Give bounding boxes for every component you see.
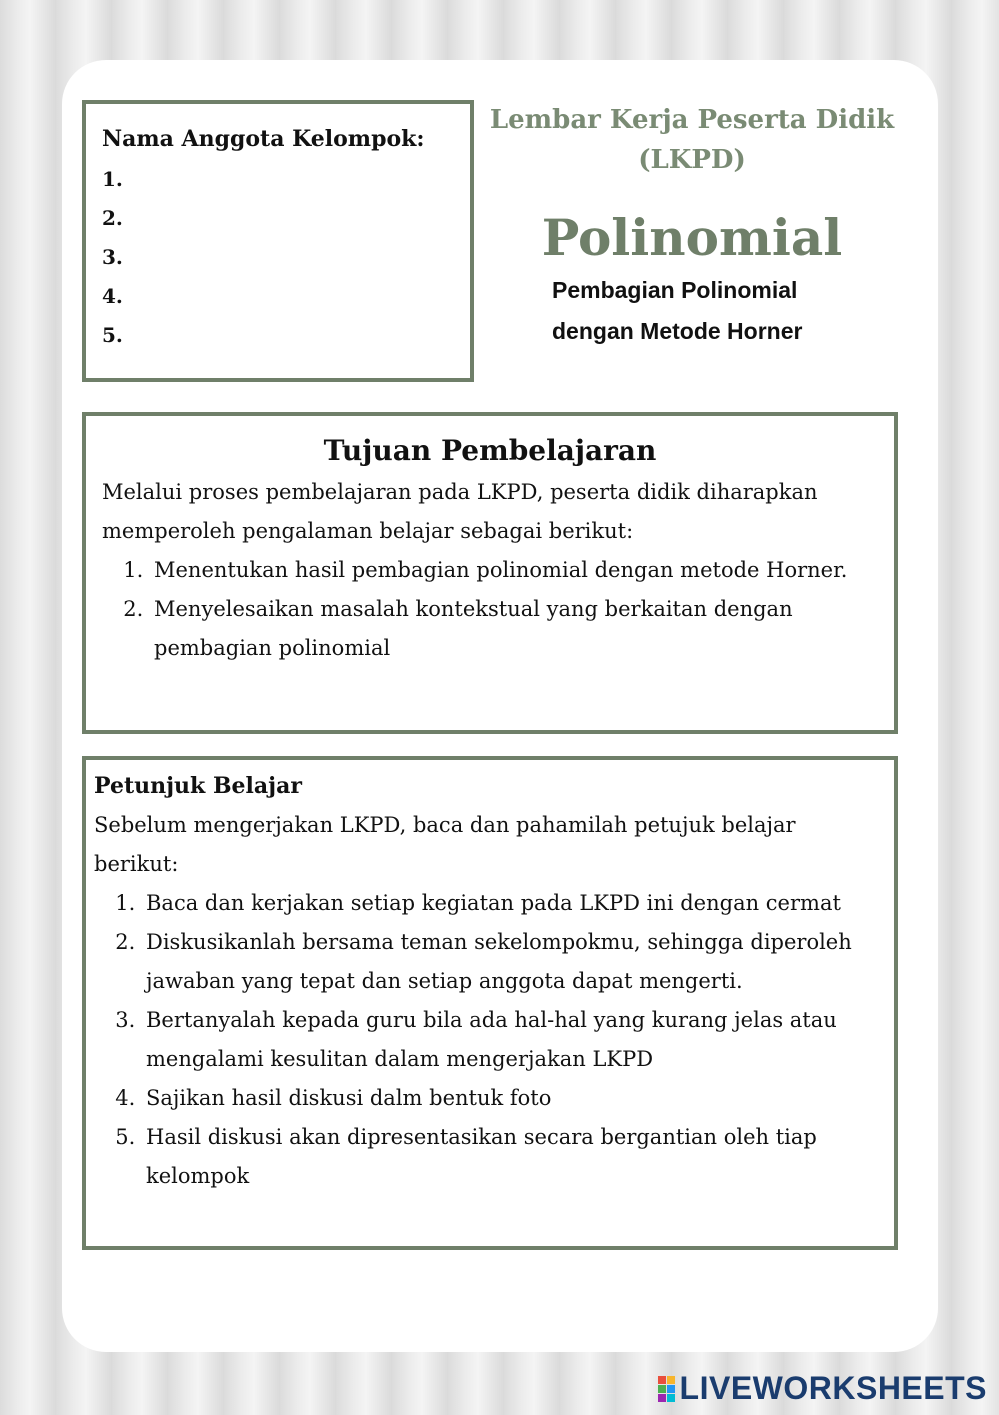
study-instructions-heading: Petunjuk Belajar [94,773,302,799]
learning-objectives-intro: Melalui proses pembelajaran pada LKPD, peserta didik diharapkan memperoleh pengalaman belajar sebagai berikut: [102,480,818,543]
member-number: 5. [102,323,123,347]
list-item: 2. Diskusikanlah bersama teman sekelompokmu, sehingga diperoleh jawaban yang tepat dan setiap anggota dapat mengerti. [142,923,886,1001]
subtitle-line2: dengan Metode Horner [552,318,803,344]
worksheet-type-line1: Lembar Kerja Peserta Didik [489,105,895,135]
member-number: 4. [102,284,123,308]
page-subtitle [552,270,912,352]
worksheet-type-heading [482,100,902,180]
liveworksheets-logo [658,1370,987,1407]
liveworksheets-logo-text: LIVEWORKSHEETS [679,1370,987,1406]
group-members-box [82,100,474,382]
list-item: 1. Baca dan kerjakan setiap kegiatan pada LKPD ini dengan cermat [142,884,886,923]
member-number: 2. [102,206,123,230]
learning-objectives-box [82,412,898,734]
study-instructions-box [82,756,898,1250]
list-item: 2. Menyelesaikan masalah kontekstual yang berkaitan dengan pembagian polinomial [150,590,878,668]
list-item: 3. Bertanyalah kepada guru bila ada hal-hal yang kurang jelas atau mengalami kesulitan dalam mengerjakan LKPD [142,1001,886,1079]
page-title: Polinomial [541,208,843,267]
member-number: 3. [102,245,123,269]
member-number: 1. [102,167,123,191]
learning-objectives-heading: Tujuan Pembelajaran [323,434,657,467]
study-instructions-list [94,884,886,1196]
liveworksheets-icon [658,1376,674,1402]
worksheet-type-line2: (LKPD) [638,145,746,175]
list-item: 1. Menentukan hasil pembagian polinomial dengan metode Horner. [150,551,878,590]
list-item: 4. Sajikan hasil diskusi dalm bentuk foto [142,1079,886,1118]
list-item: 5. Hasil diskusi akan dipresentasikan secara bergantian oleh tiap kelompok [142,1118,886,1196]
study-instructions-intro: Sebelum mengerjakan LKPD, baca dan pahamilah petujuk belajar berikut: [94,813,796,876]
group-members-label: Nama Anggota Kelompok: [102,126,425,152]
learning-objectives-list [102,551,878,668]
subtitle-line1: Pembagian Polinomial [552,277,798,303]
